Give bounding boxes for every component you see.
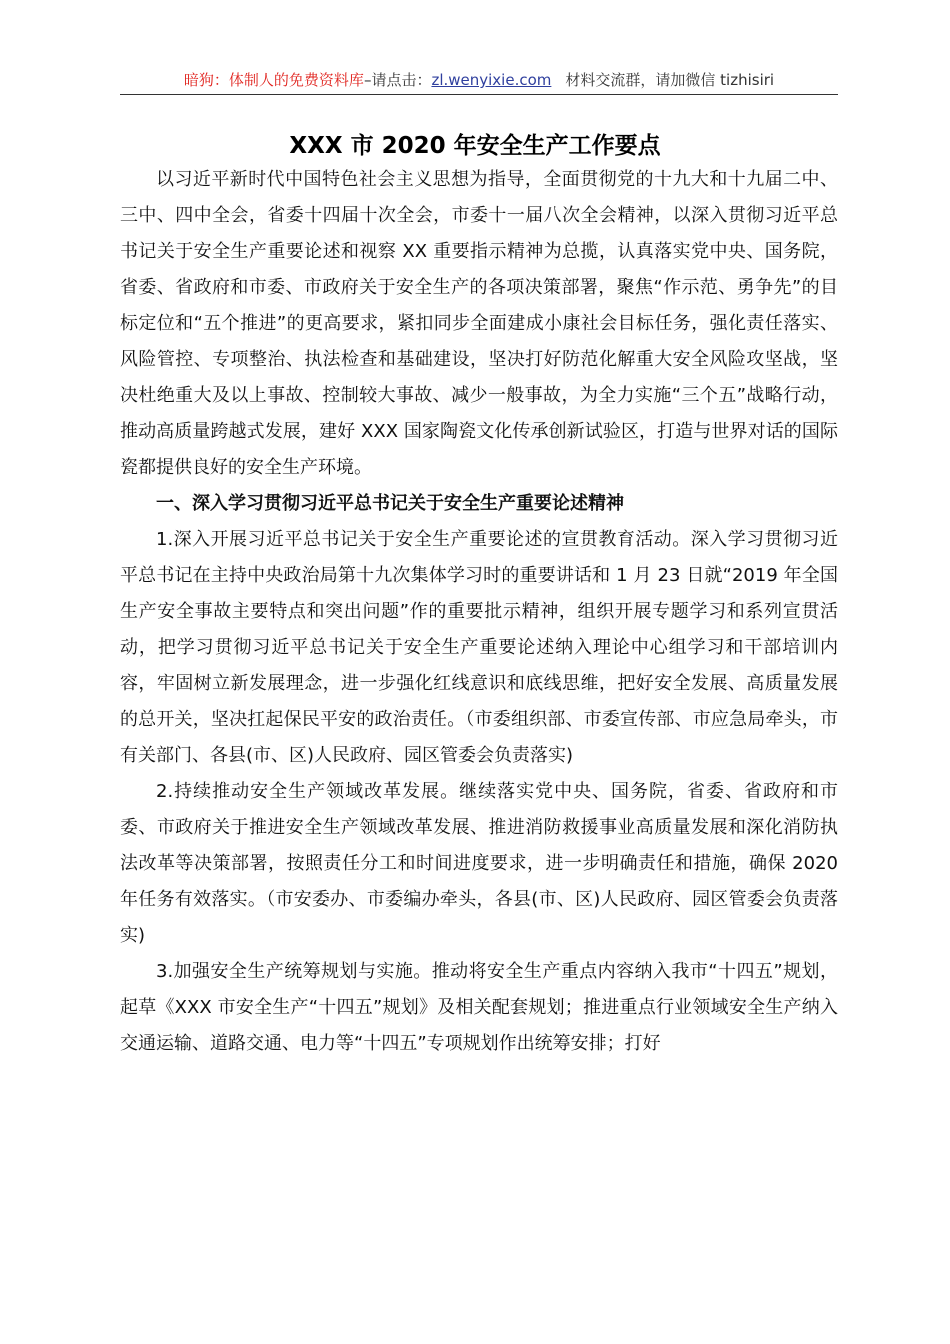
header-brand: 暗狗：体制人的免费资料库 bbox=[183, 71, 364, 89]
item-paragraph-2: 2.持续推动安全生产领域改革发展。继续落实党中央、国务院，省委、省政府和市委、市政府关于推进安全生产领域改革发展、推进消防救援事业高质量发展和深化消防执法改革等决策部署，按照责任分工和时间进度要求，进一步明确责任和措施，确保 2020 年任务有效落实。（市安委办、市委编办牵头，各县(市、区)人民政府、园区管委会负责落实) bbox=[120, 781, 838, 946]
header-prompt: –请点击： bbox=[363, 71, 432, 89]
header-link[interactable]: zl.wenyixie.com bbox=[431, 71, 552, 89]
document-body bbox=[120, 162, 838, 1062]
item-paragraph-1: 1.深入开展习近平总书记关于安全生产重要论述的宣贯教育活动。深入学习贯彻习近平总书记在主持中央政治局第十九次集体学习时的重要讲话和 1 月 23 日就“2019 年全国生产安全事故主要特点和突出问题”作的重要批示精神，组织开展专题学习和系列宣贯活动，把学习贯彻习近平总书记关于安全生产重要论述纳入理论中心组学习和干部培训内容，牢固树立新发展理念，进一步强化红线意识和底线思维，把好安全发展、高质量发展的总开关，坚决扛起保民平安的政治责任。（市委组织部、市委宣传部、市应急局牵头，市有关部门、各县(市、区)人民政府、园区管委会负责落实) bbox=[120, 529, 838, 766]
page-header bbox=[120, 66, 838, 95]
item-paragraph-3: 3.加强安全生产统筹规划与实施。推动将安全生产重点内容纳入我市“十四五”规划，起草《XXX 市安全生产“十四五”规划》及相关配套规划；推进重点行业领域安全生产纳入交通运输、道路交通、电力等“十四五”专项规划作出统筹安排；打好 bbox=[120, 961, 838, 1054]
section-heading-1: 一、深入学习贯彻习近平总书记关于安全生产重要论述精神 bbox=[156, 493, 624, 514]
header-contact: 材料交流群，请加微信 tizhisiri bbox=[565, 71, 775, 89]
document-title: XXX 市 2020 年安全生产工作要点 bbox=[289, 133, 661, 159]
intro-paragraph: 以习近平新时代中国特色社会主义思想为指导，全面贯彻党的十九大和十九届二中、三中、四中全会，省委十四届十次全会，市委十一届八次全会精神，以深入贯彻习近平总书记关于安全生产重要论述和视察 XX 重要指示精神为总揽，认真落实党中央、国务院，省委、省政府和市委、市政府关于安全生产的各项决策部署，聚焦“作示范、勇争先”的目标定位和“五个推进”的更高要求，紧扣同步全面建成小康社会目标任务，强化责任落实、风险管控、专项整治、执法检查和基础建设，坚决打好防范化解重大安全风险攻坚战，坚决杜绝重大及以上事故、控制较大事故、减少一般事故，为全力实施“三个五”战略行动，推动高质量跨越式发展，建好 XXX 国家陶瓷文化传承创新试验区，打造与世界对话的国际瓷都提供良好的安全生产环境。 bbox=[120, 169, 838, 478]
